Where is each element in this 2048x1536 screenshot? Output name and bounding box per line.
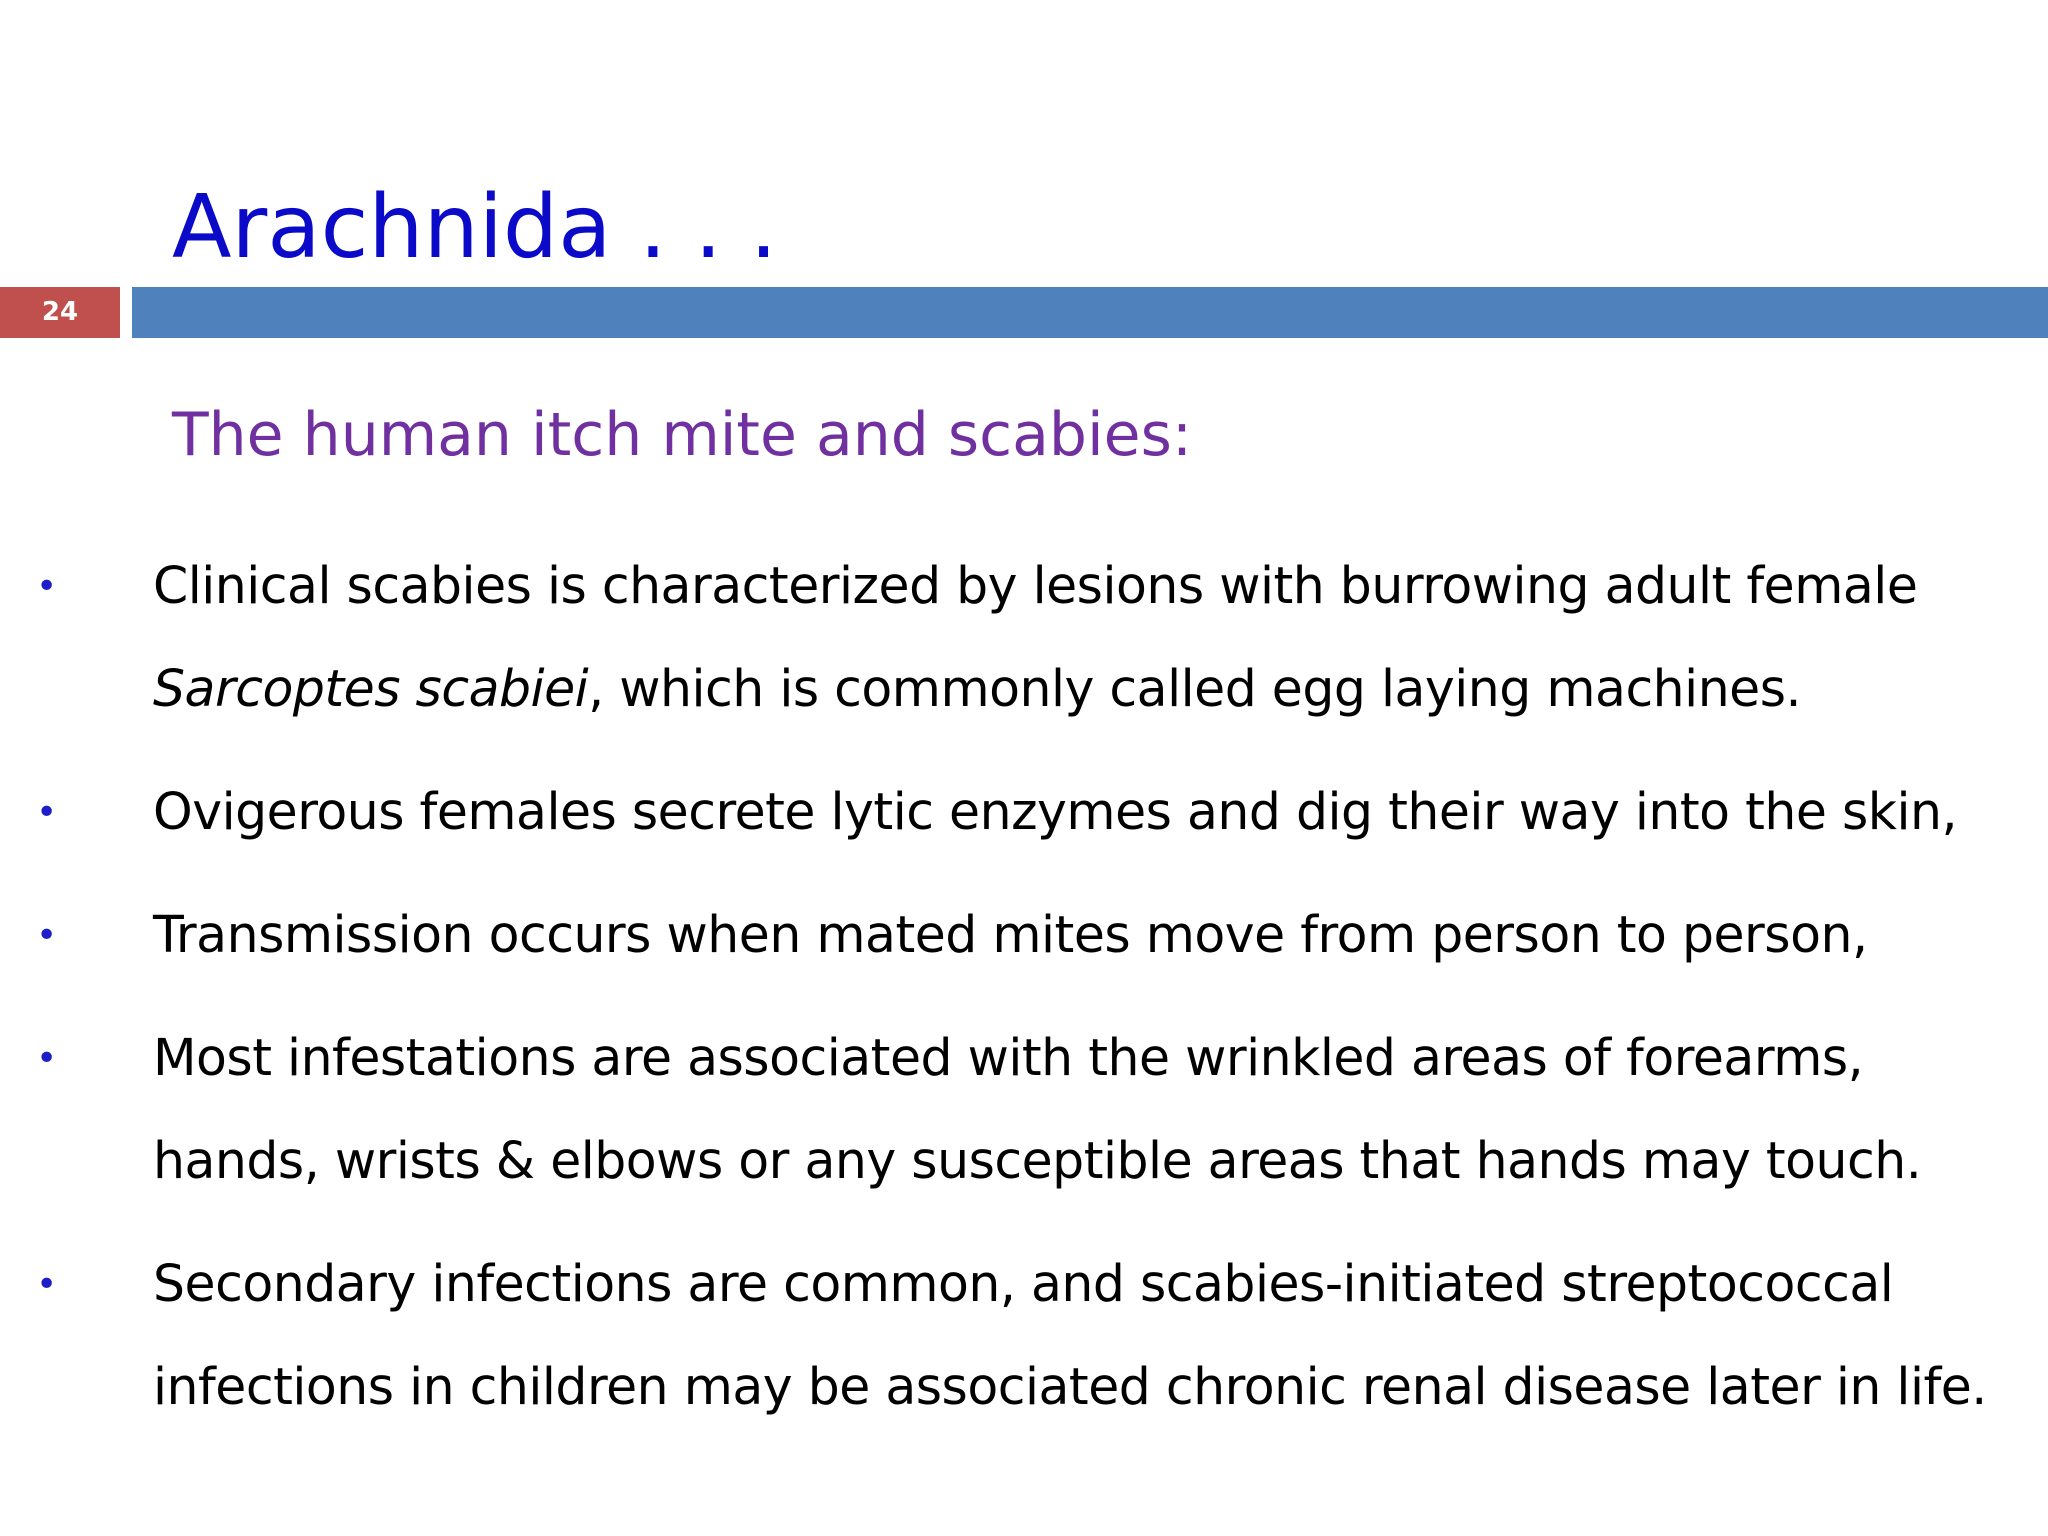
bullet-line-rest: , which is commonly called egg laying machines. (588, 660, 1802, 719)
bullet-item-infestation-areas (0, 1007, 2048, 1213)
bullet-item-ovigerous-females (0, 761, 2048, 864)
bullet-item-secondary-infections (0, 1233, 2048, 1439)
bullet-item-transmission (0, 884, 2048, 987)
bullet-line: Ovigerous females secrete lytic enzymes and dig their way into the skin, (153, 783, 1958, 842)
bullet-point-icon: • (36, 915, 57, 956)
bullet-line: infections in children may be associated chronic renal disease later in life. (153, 1358, 1987, 1417)
bullet-line: Most infestations are associated with the wrinkled areas of forearms, (153, 1029, 1864, 1088)
bullet-line (153, 638, 2028, 741)
bullet-item-clinical-scabies (0, 535, 2048, 741)
slide-subtitle: The human itch mite and scabies: (172, 400, 1193, 470)
slide-number: 24 (0, 287, 120, 338)
bullet-point-icon: • (36, 792, 57, 833)
bullet-point-icon: • (36, 566, 57, 607)
bullet-line: Transmission occurs when mated mites move from person to person, (153, 906, 1868, 965)
bullet-point-icon: • (36, 1038, 57, 1079)
title-divider-bar (132, 287, 2048, 338)
bullet-list (0, 535, 2048, 1459)
slide-title: Arachnida . . . (172, 176, 778, 278)
bullet-point-icon: • (36, 1264, 57, 1305)
bullet-line: Clinical scabies is characterized by lesions with burrowing adult female (153, 557, 1918, 616)
bullet-line: Secondary infections are common, and scabies-initiated streptococcal (153, 1255, 1894, 1314)
species-name: Sarcoptes scabiei (153, 660, 589, 719)
bullet-line: hands, wrists & elbows or any susceptible areas that hands may touch. (153, 1132, 1922, 1191)
